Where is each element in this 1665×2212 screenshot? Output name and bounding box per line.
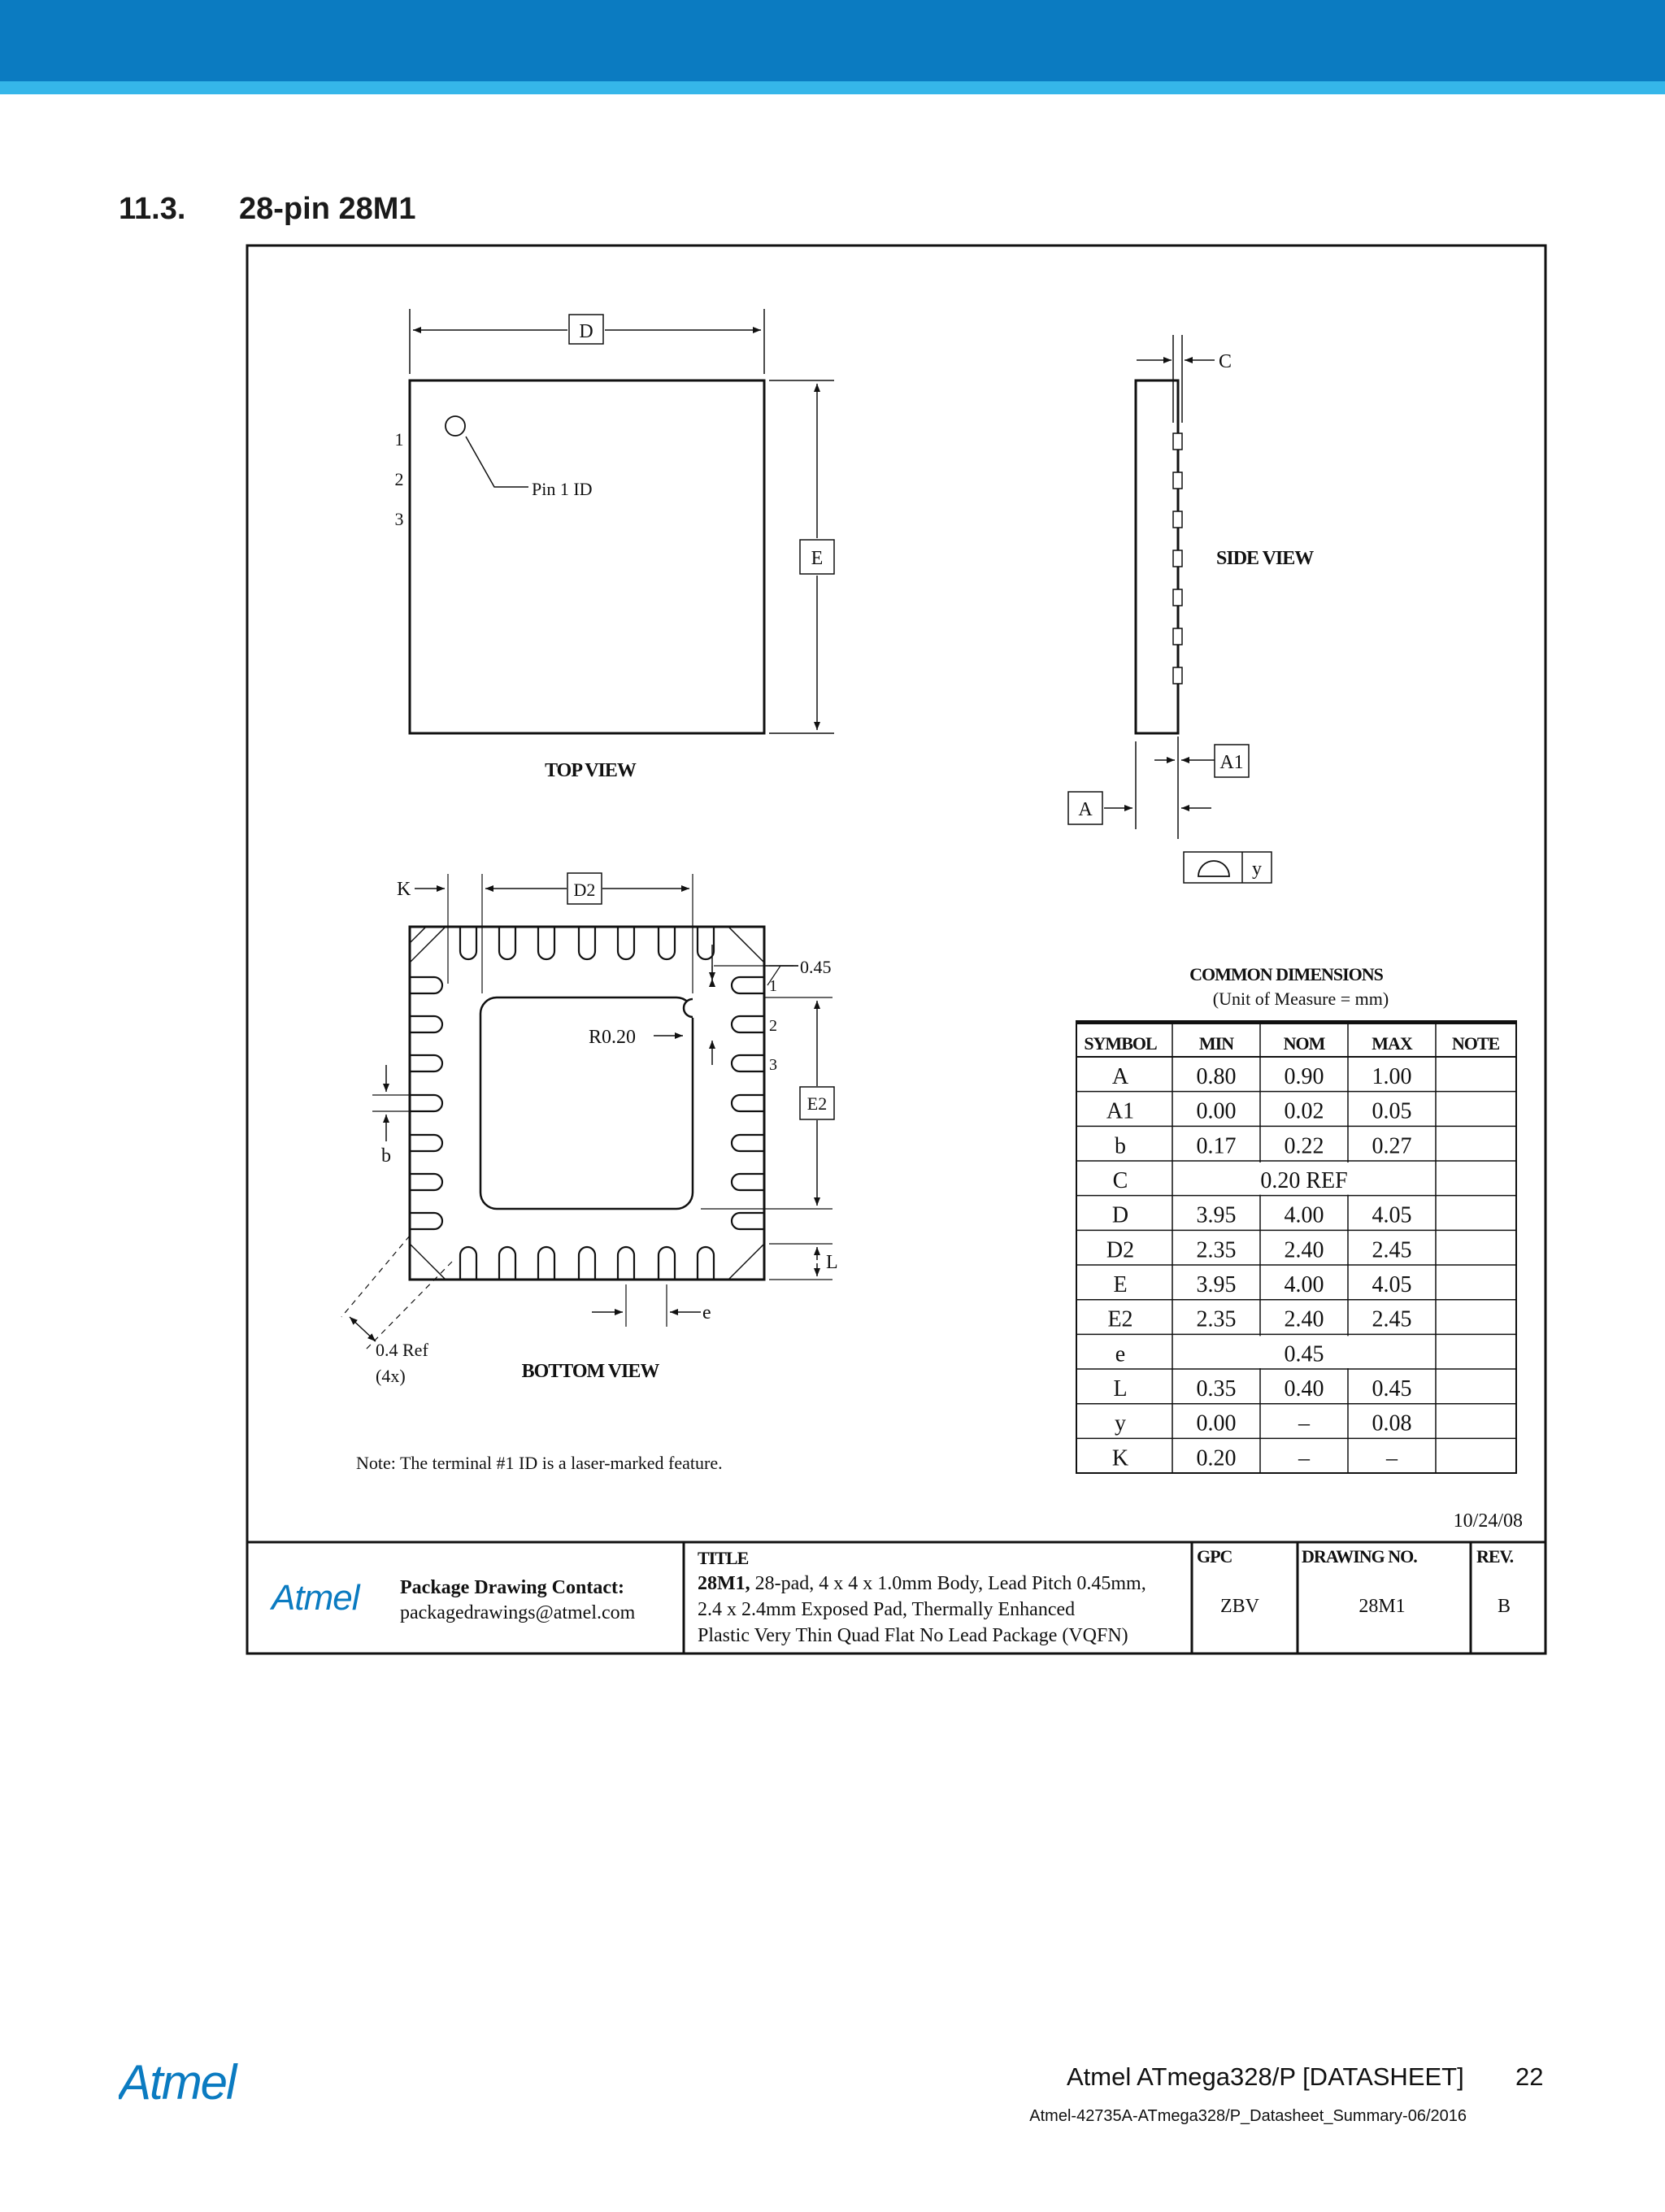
- header-symbol: SYMBOL: [1084, 1033, 1157, 1054]
- rev-header: REV.: [1476, 1546, 1514, 1567]
- table-cell-nom: 2.40: [1284, 1306, 1324, 1332]
- bottom-view-label: BOTTOM VIEW: [521, 1361, 659, 1382]
- footer-logo: [119, 2057, 289, 2110]
- table-cell-symbol: A: [1111, 1064, 1129, 1089]
- dim-d2-label: D2: [573, 880, 596, 900]
- table-cell-max: 0.08: [1372, 1410, 1412, 1436]
- table-cell-max: 2.45: [1372, 1306, 1412, 1332]
- drawing-date: 10/24/08: [1453, 1510, 1523, 1532]
- table-rows: [1076, 1064, 1516, 1471]
- dimensions-table: [1076, 964, 1516, 1473]
- table-cell-max: 2.45: [1372, 1237, 1412, 1263]
- table-cell-max: 0.45: [1372, 1376, 1412, 1402]
- top-pin-number-1: 1: [394, 429, 404, 450]
- pin1-dot: [446, 416, 465, 436]
- gpc-value: ZBV: [1220, 1596, 1259, 1617]
- contact-email: packagedrawings@atmel.com: [400, 1602, 636, 1623]
- radius-label: R0.20: [589, 1027, 637, 1048]
- gpc-header: GPC: [1197, 1546, 1232, 1567]
- rev-value: B: [1497, 1596, 1511, 1617]
- drawing-note: Note: The terminal #1 ID is a laser-marked feature.: [356, 1453, 723, 1473]
- dim-e2-label: E2: [806, 1093, 828, 1114]
- bottom-pads: [460, 1247, 714, 1280]
- drawing-no-header: DRAWING NO.: [1302, 1546, 1417, 1567]
- footer-page-number: 22: [1515, 2062, 1544, 2091]
- table-cell-symbol: C: [1112, 1168, 1128, 1194]
- bottom-pin-number-2: 2: [769, 1017, 777, 1035]
- table-cell-nom: 0.90: [1284, 1064, 1324, 1089]
- bottom-pin-number-3: 3: [769, 1056, 777, 1074]
- bottom-view: [341, 873, 838, 1386]
- dim-a1-label: A1: [1219, 752, 1244, 773]
- table-cell-min: 0.80: [1196, 1064, 1237, 1089]
- table-cell-nom: 0.22: [1284, 1133, 1324, 1159]
- table-cell-max: –: [1386, 1445, 1398, 1471]
- footer-logo-text: Atmel: [119, 2057, 236, 2106]
- table-cell-min: 2.35: [1196, 1306, 1237, 1332]
- dim-l-label: L: [826, 1252, 838, 1273]
- table-cell-max: 0.27: [1372, 1133, 1412, 1159]
- table-cell-min: 2.35: [1196, 1237, 1237, 1263]
- table-cell-nom: 0.40: [1284, 1376, 1324, 1402]
- title-line2: 2.4 x 2.4mm Exposed Pad, Thermally Enhanced: [698, 1599, 1076, 1620]
- dim-045-label: 0.45: [800, 957, 832, 977]
- header-nom: NOM: [1283, 1033, 1325, 1054]
- title-line3: Plastic Very Thin Quad Flat No Lead Package (VQFN): [698, 1625, 1128, 1646]
- table-cell-symbol: e: [1115, 1341, 1126, 1367]
- table-cell-nom: 2.40: [1284, 1237, 1324, 1263]
- top-view-package-outline: [410, 380, 764, 733]
- dim-e-label: E: [811, 548, 824, 569]
- table-cell-min: 0.20: [1196, 1445, 1237, 1471]
- table-cell-symbol: D: [1111, 1202, 1129, 1228]
- table-cell-max: 0.05: [1372, 1098, 1412, 1124]
- table-cell-symbol: b: [1115, 1133, 1126, 1159]
- table-cell-symbol: E: [1113, 1272, 1128, 1298]
- top-pin-number-3: 3: [394, 509, 404, 529]
- table-cell-symbol: y: [1115, 1410, 1126, 1436]
- top-pin-number-2: 2: [394, 469, 404, 489]
- table-cell-min: 0.17: [1196, 1133, 1237, 1159]
- side-view-label: SIDE VIEW: [1216, 548, 1314, 569]
- pin1-id-label: Pin 1 ID: [532, 479, 593, 499]
- table-cell-nom: –: [1298, 1410, 1310, 1436]
- left-pads: [410, 977, 442, 1229]
- title-bold: 28M1,: [698, 1573, 750, 1594]
- table-cell-symbol: L: [1113, 1376, 1128, 1402]
- table-subtitle: (Unit of Measure = mm): [1212, 989, 1389, 1009]
- dim-a-label: A: [1078, 799, 1093, 820]
- dim-y-label: y: [1252, 858, 1262, 880]
- table-cell-nom: 0.02: [1284, 1098, 1324, 1124]
- table-cell-nom: 4.00: [1284, 1202, 1324, 1228]
- bottom-pin-number-1: 1: [769, 977, 777, 995]
- title-block: [269, 1546, 1514, 1646]
- section-title: 28-pin 28M1: [239, 192, 416, 226]
- table-cell-min: 0.00: [1196, 1098, 1237, 1124]
- table-cell-max: 1.00: [1372, 1064, 1412, 1089]
- table-cell-max: 4.05: [1372, 1202, 1412, 1228]
- table-cell-min: 3.95: [1196, 1202, 1237, 1228]
- table-title: COMMON DIMENSIONS: [1189, 964, 1383, 984]
- contact-label: Package Drawing Contact:: [400, 1577, 624, 1598]
- table-cell-symbol: D2: [1106, 1237, 1135, 1263]
- dim-k-label: K: [397, 879, 411, 900]
- right-pads: [732, 977, 764, 1229]
- bottom-view-package-outline: [410, 927, 764, 1280]
- table-cell-nom: –: [1298, 1445, 1310, 1471]
- title-line1: 28-pad, 4 x 4 x 1.0mm Body, Lead Pitch 0.45mm,: [750, 1573, 1146, 1594]
- table-cell-symbol: A1: [1106, 1098, 1135, 1124]
- title-header: TITLE: [698, 1548, 749, 1568]
- exposed-pad: [480, 997, 693, 1209]
- table-cell-min: 0.00: [1196, 1410, 1237, 1436]
- title-block-logo: Atmel: [272, 1578, 359, 1618]
- drawing-no-value: 28M1: [1359, 1596, 1406, 1617]
- drawing-frame: [247, 246, 1545, 1654]
- ref-label-line1: 0.4 Ref: [376, 1340, 428, 1360]
- dim-e-pitch-label: e: [702, 1302, 711, 1323]
- header-note: NOTE: [1451, 1033, 1500, 1054]
- dim-b-label: b: [381, 1145, 391, 1167]
- table-cell-nom: 4.00: [1284, 1272, 1324, 1298]
- top-view: [395, 309, 835, 781]
- header-max: MAX: [1372, 1033, 1412, 1054]
- side-view-body: [1136, 380, 1178, 733]
- ref-label-line2: (4x): [376, 1366, 406, 1386]
- dim-c-label: C: [1219, 351, 1232, 372]
- header-min: MIN: [1198, 1033, 1234, 1054]
- dim-d-label: D: [579, 321, 593, 342]
- table-cell-symbol: K: [1111, 1445, 1129, 1471]
- table-cell-min: 3.95: [1196, 1272, 1237, 1298]
- table-cell-span: 0.20 REF: [1260, 1168, 1348, 1194]
- top-view-label: TOP VIEW: [545, 760, 636, 781]
- top-pads: [460, 927, 714, 959]
- side-view: [1068, 335, 1314, 883]
- table-cell-max: 4.05: [1372, 1272, 1412, 1298]
- table-cell-min: 0.35: [1196, 1376, 1237, 1402]
- table-cell-span: 0.45: [1284, 1341, 1324, 1367]
- table-cell-symbol: E2: [1107, 1306, 1133, 1332]
- section-number: 11.3.: [119, 192, 186, 226]
- footer-doc-title: Atmel ATmega328/P [DATASHEET]: [1067, 2062, 1464, 2091]
- svg-text:28M1, 28-pad, 4 x 4 x 1.0mm Bo: [698, 1573, 1146, 1594]
- footer-doc-id: Atmel-42735A-ATmega328/P_Datasheet_Summary-06/2016: [1029, 2107, 1467, 2125]
